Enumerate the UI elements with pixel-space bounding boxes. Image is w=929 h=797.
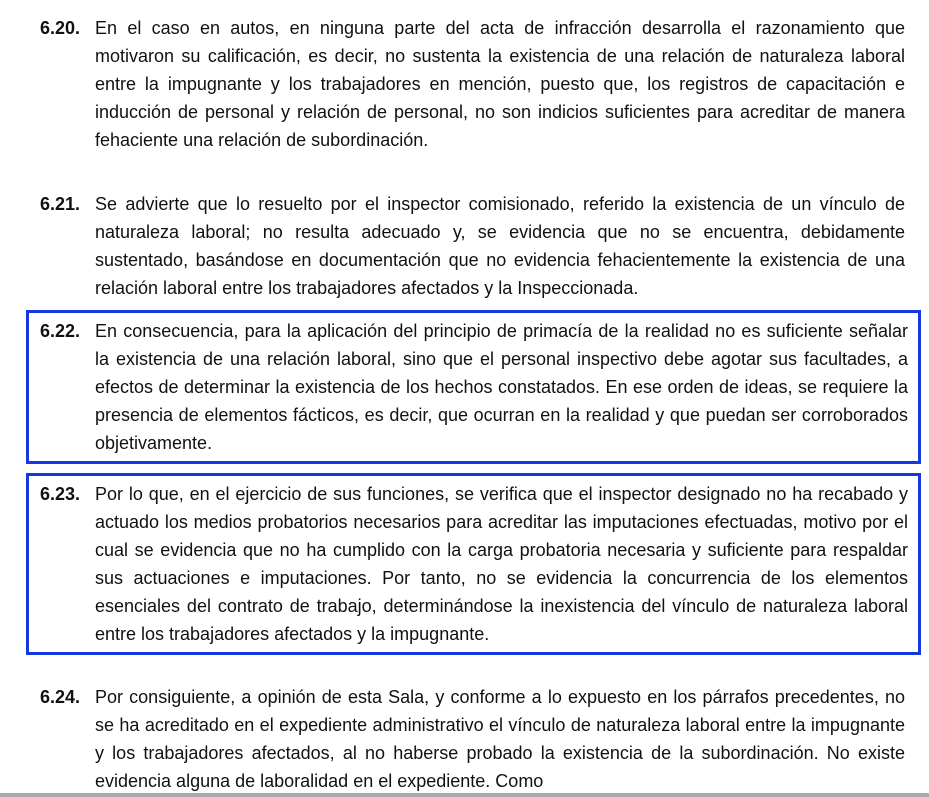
highlight-box-6-22 xyxy=(26,310,921,464)
paragraph-text: Por lo que, en el ejercicio de sus funciones, se verifica que el inspector designado no ha recabado y actuado los medios probatorios necesarios para acreditar las imputaciones efectuadas, motivo por el cual se evidencia que no ha cumplido con la carga probatoria necesaria y suficiente para respaldar sus actuaciones e imputaciones. Por tanto, no se evidencia la concurrencia de los elementos esenciales del contrato de trabajo, determinándose la inexistencia del vínculo de naturaleza laboral entre los trabajadores afectados y la impugnante. xyxy=(95,484,908,644)
page-bottom-edge xyxy=(0,793,929,797)
paragraph-6-24 xyxy=(40,683,905,795)
paragraph-text: Por consiguiente, a opinión de esta Sala, y conforme a lo expuesto en los párrafos precedentes, no se ha acreditado en el expediente administrativo el vínculo de naturaleza laboral entre la impugnante y los trabajadores afectados, al no haberse probado la existencia de la subordinación. No existe evidencia alguna de laboralidad en el expediente. Como xyxy=(95,687,905,791)
paragraph-number: 6.23. xyxy=(40,484,81,504)
paragraph-6-22 xyxy=(40,317,908,457)
paragraph-number: 6.22. xyxy=(40,321,81,341)
paragraph-number: 6.24. xyxy=(40,687,81,707)
paragraph-6-21 xyxy=(40,190,905,302)
paragraph-6-20 xyxy=(40,14,905,154)
paragraph-number: 6.20. xyxy=(40,18,81,38)
paragraph-6-23 xyxy=(40,480,908,648)
highlight-box-6-23 xyxy=(26,473,921,655)
paragraph-number: 6.21. xyxy=(40,194,81,214)
paragraph-text: En el caso en autos, en ninguna parte del acta de infracción desarrolla el razonamiento que motivaron su calificación, es decir, no sustenta la existencia de una relación de naturaleza laboral entre la impugnante y los trabajadores en mención, puesto que, los registros de capacitación e inducción de personal y relación de personal, no son indicios suficientes para acreditar de manera fehaciente una relación de subordinación. xyxy=(95,18,905,150)
paragraph-text: En consecuencia, para la aplicación del principio de primacía de la realidad no es suficiente señalar la existencia de una relación laboral, sino que el personal inspectivo debe agotar sus facultades, a efectos de determinar la existencia de los hechos constatados. En ese orden de ideas, se requiere la presencia de elementos fácticos, es decir, que ocurran en la realidad y que puedan ser corroborados objetivamente. xyxy=(95,321,908,453)
paragraph-text: Se advierte que lo resuelto por el inspector comisionado, referido la existencia de un vínculo de naturaleza laboral; no resulta adecuado y, se evidencia que no se encuentra, debidamente sustentado, basándose en documentación que no evidencia fehacientemente la existencia de una relación laboral entre los trabajadores afectados y la Inspeccionada. xyxy=(95,194,905,298)
